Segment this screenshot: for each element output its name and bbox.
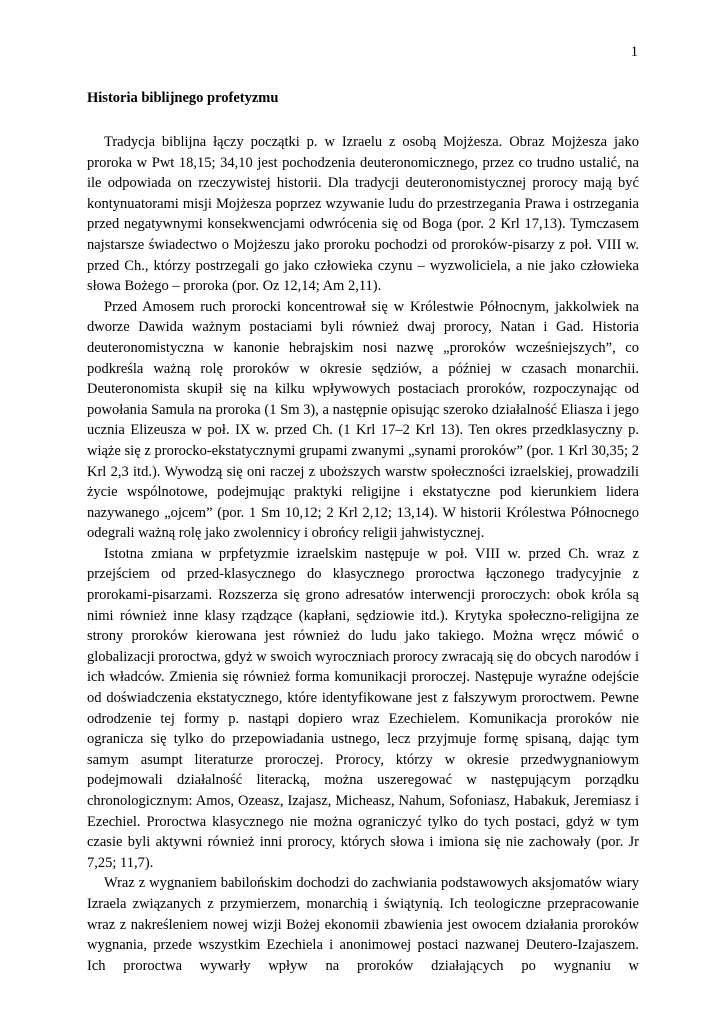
document-title: Historia biblijnego profetyzmu (87, 90, 279, 106)
paragraph-3: Istotna zmiana w prpfetyzmie izraelskim następuje w poł. VIII w. przed Ch. wraz z przejściem od przed-klasycznego do klasycznego proroctwa łączonego tradycyjnie z prorokami-pisarzami. Rozszerza się grono adresatów interwencji proroczych: obok króla są nimi również inne klasy rządzące (kapłani, sędziowie itd.). Krytyka społeczno-religijna ze strony proroków kierowana jest również do ludu jako takiego. Można wręcz mówić o globalizacji proroctwa, gdyż w swoich wyroczniach prorocy zwracają się do obcych narodów i ich władców. Zmienia się również forma komunikacji proroczej. Następuje wyraźne odejście od doświadczenia ekstatycznego, które identyfikowane jest z fałszywym proroctwem. Pewne odrodzenie tej formy p. nastąpi dopiero wraz Ezechielem. Komunikacja proroków nie ogranicza się tylko do przepowiadania ustnego, lecz przyjmuje formę spisaną, dając tym samym asumpt literaturze proroczej. Prorocy, którzy w okresie przedwygnaniowym podejmowali działalność literacką, można uszeregować w następującym porządku chronologicznym: Amos, Ozeasz, Izajasz, Micheasz, Nahum, Sofoniasz, Habakuk, Jeremiasz i Ezechiel. Proroctwa klasycznego nie można ograniczyć tylko do tych postaci, gdyż w tym czasie byli aktywni również inni prorocy, których słowa i imiona się nie zachowały (por. Jr 7,25; 11,7). (87, 545, 639, 871)
page-number: 1 (630, 44, 638, 60)
paragraph-4: Wraz z wygnaniem babilońskim dochodzi do zachwiania podstawowych aksjomatów wiary Izraela związanych z przymierzem, monarchią i świątynią. Ich teologiczne przepracowanie wraz z nakreśleniem nowej wizji Bożej ekonomii zbawienia jest owocem działania proroków wygnania, przede wszystkim Ezechiela i anonimowej postaci nazwanej Deutero-Izajaszem. Ich proroctwa wywarły wpływ na proroków działających po wygnaniu w (87, 875, 639, 974)
document-body (87, 132, 639, 976)
document-content (87, 88, 639, 976)
paragraph-2: Przed Amosem ruch prorocki koncentrował się w Królestwie Północnym, jakkolwiek na dworze Dawida ważnym postaciami byli również dwaj prorocy, Natan i Gad. Historia deuteronomistyczna w kanonie hebrajskim nosi nazwę „proroków wcześniejszych”, co podkreśla ważną rolę proroków w okresie sędziów, a później w czasach monarchii. Deuteronomista skupił się na kilku wpływowych postaciach proroków, rozpoczynając od powołania Samula na proroka (1 Sm 3), a następnie opisując szeroko działalność Eliasza i jego ucznia Elizeusza w poł. IX w. przed Ch. (1 Krl 17–2 Krl 13). Ten okres przedklasyczny p. wiąże się z prorocko-ekstatycznymi grupami zwanymi „synami proroków” (por. 1 Krl 30,35; 2 Krl 2,3 itd.). Wywodzą się oni raczej z uboższych warstw społeczności izraelskiej, prowadzili życie wspólnotowe, podejmując praktyki religijne i ekstatyczne pod kierunkiem lidera nazywanego „ojcem” (por. 1 Sm 10,12; 2 Krl 2,12; 13,14). W historii Królestwa Północnego odegrali ważną rolę jako zwolennicy i obrońcy religii jahwistycznej. (87, 298, 639, 542)
paragraph-1: Tradycja biblijna łączy początki p. w Izraelu z osobą Mojżesza. Obraz Mojżesza jako proroka w Pwt 18,15; 34,10 jest pochodzenia deuteronomicznego, przez co trudno ustalić, na ile odpowiada on rzeczywistej historii. Dla tradycji deuteronomistycznej prorocy mają być kontynuatorami misji Mojżesza poprzez wzywanie ludu do przestrzegania Prawa i ostrzegania przed negatywnymi konsekwencjami odwrócenia się od Boga (por. 2 Krl 17,13). Tymczasem najstarsze świadectwo o Mojżeszu jako proroku pochodzi od proroków-pisarzy z poł. VIII w. przed Ch., którzy postrzegali go jako człowieka czynu – wyzwoliciela, a nie jako człowieka słowa Bożego – proroka (por. Oz 12,14; Am 2,11). (87, 134, 639, 295)
